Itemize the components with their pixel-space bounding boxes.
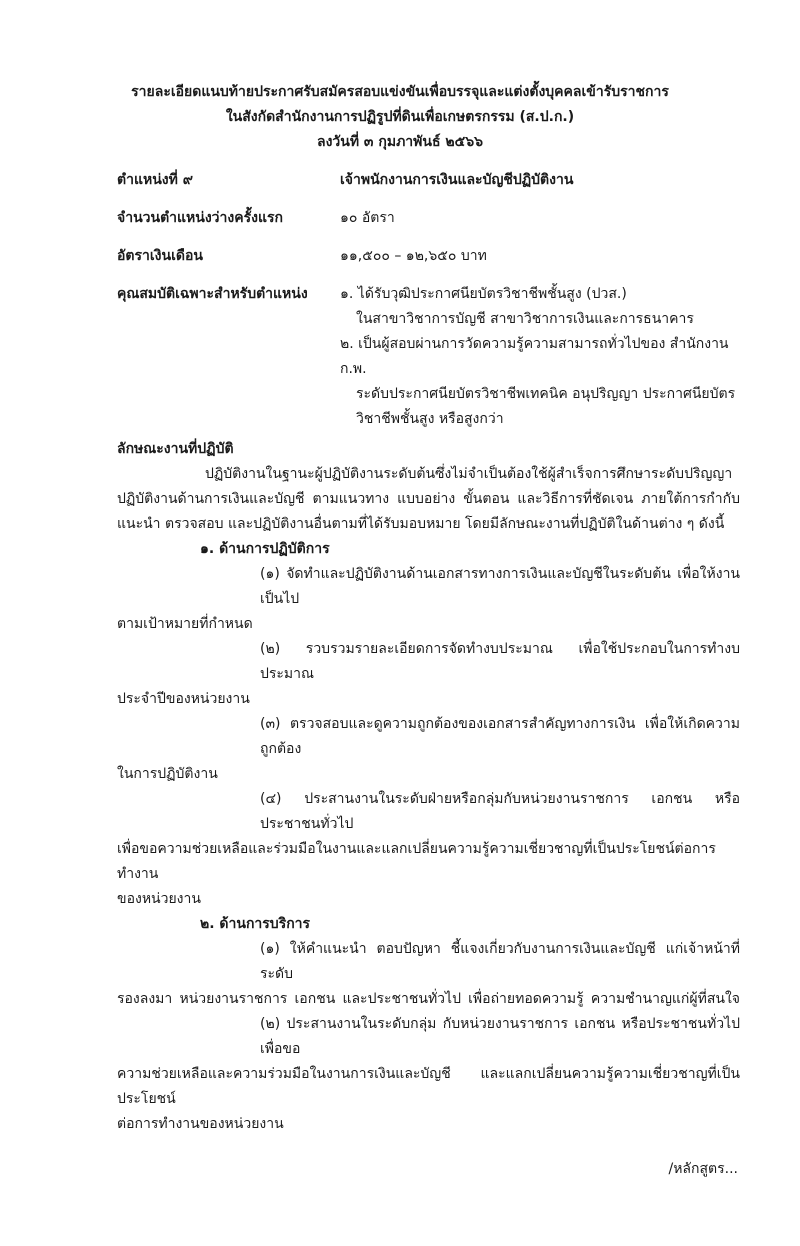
salary-label: อัตราเงินเดือน xyxy=(117,248,203,264)
qualifications-row xyxy=(117,282,740,432)
qualification-line: ๒. เป็นผู้สอบผ่านการวัดความรู้ความสามารถทั่วไปของ สำนักงาน ก.พ. xyxy=(340,336,729,377)
header-line-3: ลงวันที่ ๓ กุมภาพันธ์ ๒๕๖๖ xyxy=(316,134,483,150)
qualification-line: ระดับประกาศนียบัตรวิชาชีพเทคนิค อนุปริญญา ประกาศนียบัตร xyxy=(356,386,736,402)
section-1-item: (๒) รวบรวมรายละเอียดการจัดทำงบประมาณ เพื่อใช้ประกอบในการทำงบประมาณ xyxy=(260,641,740,682)
qualifications-label: คุณสมบัติเฉพาะสำหรับตำแหน่ง xyxy=(117,286,308,302)
vacancies-value: ๑๐ อัตรา xyxy=(340,210,395,226)
duties-intro-line: แนะนำ ตรวจสอบ และปฏิบัติงานอื่นตามที่ได้รับมอบหมาย โดยมีลักษณะงานที่ปฏิบัติในด้านต่าง ๆ ดังนี้ xyxy=(117,516,725,532)
section-2-item: ความช่วยเหลือและความร่วมมือในงานการเงินและบัญชี และแลกเปลี่ยนความรู้ความเชี่ยวชาญที่เป็นประโยชน์ xyxy=(117,1066,740,1107)
section-1-item: ของหน่วยงาน xyxy=(117,891,201,907)
section-1-item: (๔) ประสานงานในระดับฝ่ายหรือกลุ่มกับหน่วยงานราชการ เอกชน หรือประชาชนทั่วไป xyxy=(260,791,740,832)
section-1-item: (๓) ตรวจสอบและดูความถูกต้องของเอกสารสำคัญทางการเงิน เพื่อให้เกิดความถูกต้อง xyxy=(260,716,740,757)
section-1-title: ๑. ด้านการปฏิบัติการ xyxy=(200,541,330,557)
qualification-line: ในสาขาวิชาการบัญชี สาขาวิชาการเงินและการธนาคาร xyxy=(356,311,694,327)
salary-value: ๑๑,๕๐๐ – ๑๒,๖๕๐ บาท xyxy=(340,248,487,264)
qualification-line: ๑. ได้รับวุฒิประกาศนียบัตรวิชาชีพชั้นสูง (ปวส.) xyxy=(340,286,627,302)
vacancies-row xyxy=(117,206,740,231)
salary-row xyxy=(117,244,740,269)
position-label: ตำแหน่งที่ ๙ xyxy=(117,172,193,188)
qualification-line: วิชาชีพชั้นสูง หรือสูงกว่า xyxy=(356,411,504,427)
section-1-item: ตามเป้าหมายที่กำหนด xyxy=(117,616,253,632)
header-line-2: ในสังกัดสำนักงานการปฏิรูปที่ดินเพื่อเกษตรกรรม (ส.ป.ก.) xyxy=(225,109,575,125)
qualifications-list xyxy=(340,282,740,432)
continued-note: /หลักสูตร... xyxy=(668,1161,738,1177)
duties-intro-line: ปฏิบัติงานในฐานะผู้ปฏิบัติงานระดับต้นซึ่งไม่จำเป็นต้องใช้ผู้สำเร็จการศึกษาระดับปริญญา xyxy=(205,466,733,482)
duties-intro-line: ปฏิบัติงานด้านการเงินและบัญชี ตามแนวทาง แบบอย่าง ขั้นตอน และวิธีการที่ชัดเจน ภายใต้การกำกับ xyxy=(117,491,740,507)
section-1-item: (๑) จัดทำและปฏิบัติงานด้านเอกสารทางการเงินและบัญชีในระดับต้น เพื่อให้งานเป็นไป xyxy=(260,566,740,607)
section-1-item: ในการปฏิบัติงาน xyxy=(117,766,218,782)
section-2-title: ๒. ด้านการบริการ xyxy=(200,916,311,932)
section-2-item: (๑) ให้คำแนะนำ ตอบปัญหา ชี้แจงเกี่ยวกับงานการเงินและบัญชี แก่เจ้าหน้าที่ระดับ xyxy=(260,941,740,982)
duties-heading: ลักษณะงานที่ปฏิบัติ xyxy=(117,441,234,457)
vacancies-label: จำนวนตำแหน่งว่างครั้งแรก xyxy=(117,210,283,226)
header-line-1: รายละเอียดแนบท้ายประกาศรับสมัครสอบแข่งขันเพื่อบรรจุและแต่งตั้งบุคคลเข้ารับราชการ xyxy=(131,84,669,100)
section-1-item: ประจำปีของหน่วยงาน xyxy=(117,691,250,707)
position-row xyxy=(117,168,740,193)
position-value: เจ้าพนักงานการเงินและบัญชีปฏิบัติงาน xyxy=(340,172,574,188)
section-2-item: ต่อการทำงานของหน่วยงาน xyxy=(117,1116,284,1132)
section-2-item: รองลงมา หน่วยงานราชการ เอกชน และประชาชนทั่วไป เพื่อถ่ายทอดความรู้ ความชำนาญแก่ผู้ที่สนใจ xyxy=(117,991,740,1007)
section-1-item: เพื่อขอความช่วยเหลือและร่วมมือในงานและแลกเปลี่ยนความรู้ความเชี่ยวชาญที่เป็นประโยชน์ต่อการทำงาน xyxy=(117,841,716,882)
section-2-item: (๒) ประสานงานในระดับกลุ่ม กับหน่วยงานราชการ เอกชน หรือประชาชนทั่วไป เพื่อขอ xyxy=(260,1016,740,1057)
